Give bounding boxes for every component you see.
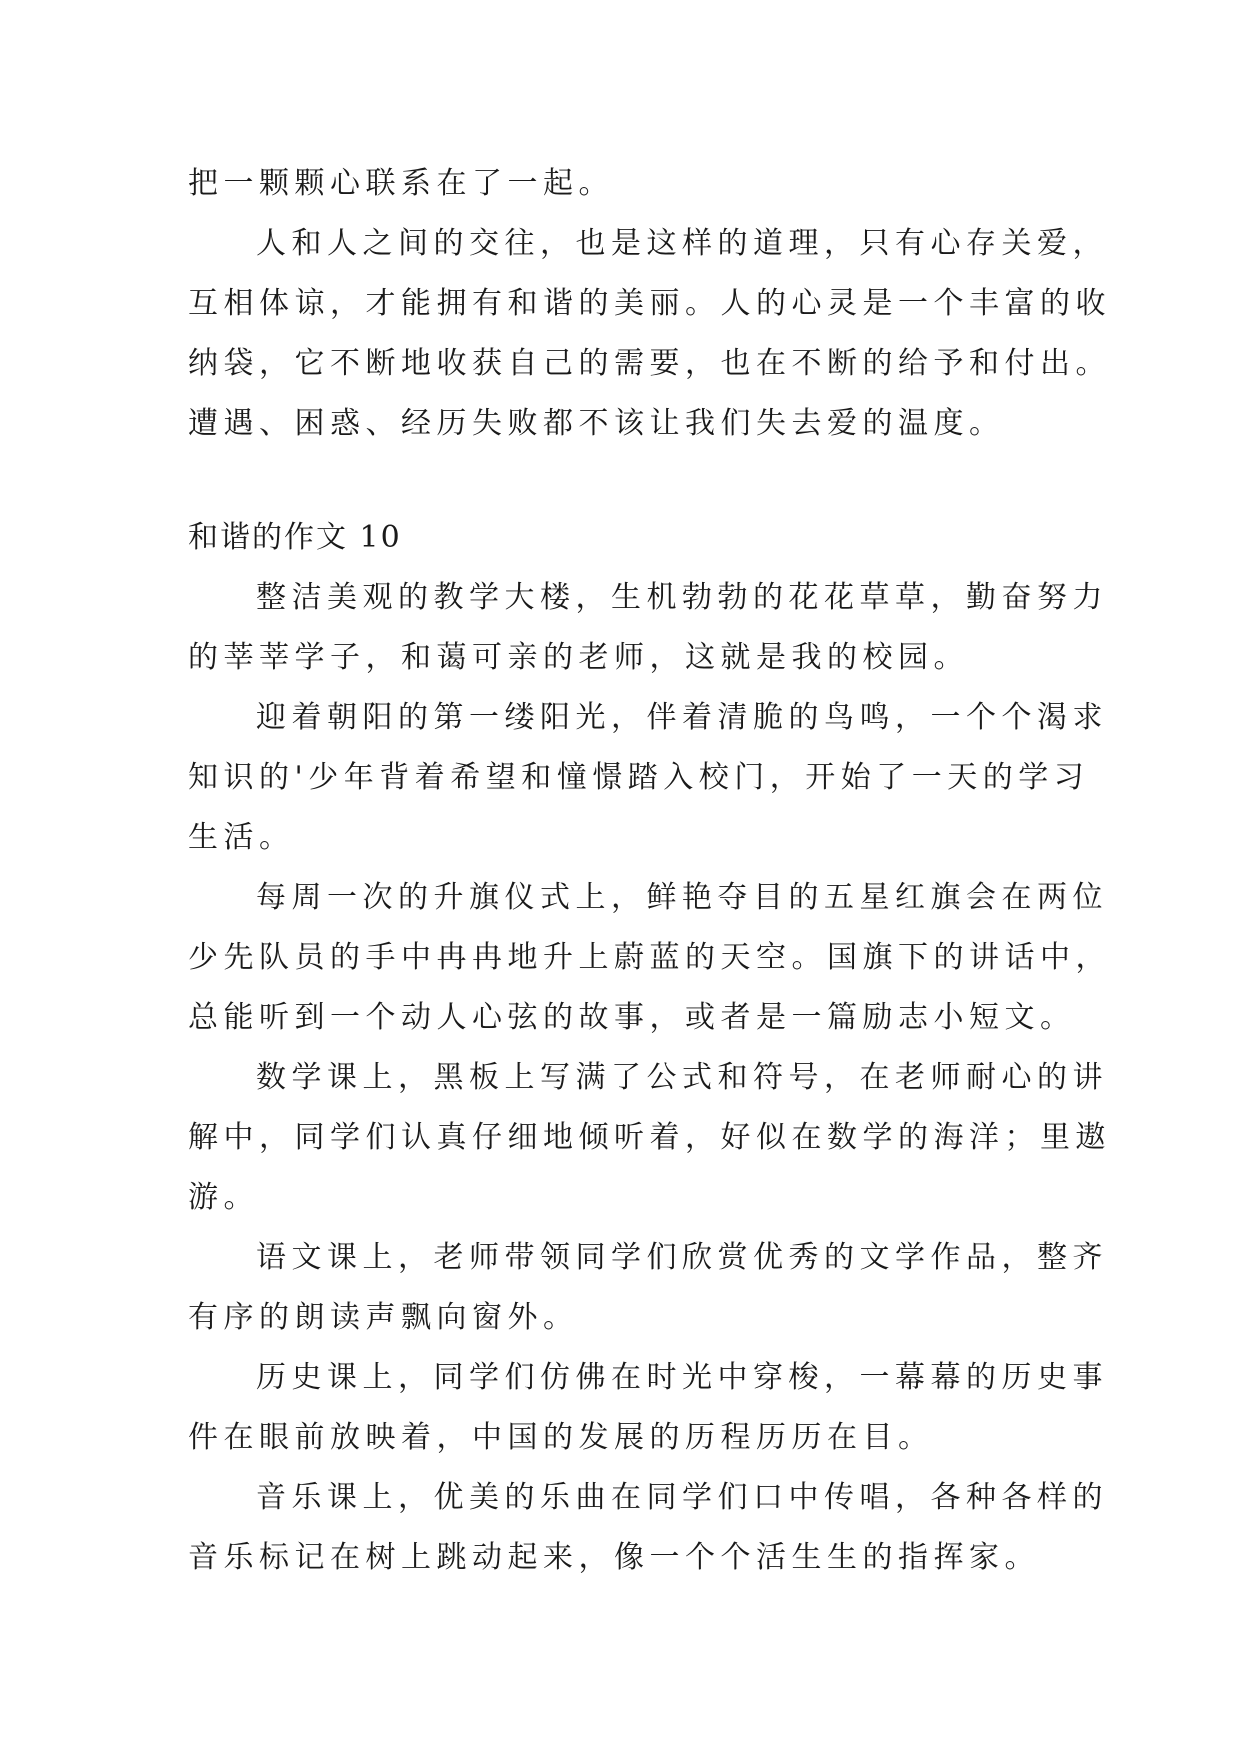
text-line: 有序的朗读声飘向窗外。 bbox=[188, 1300, 579, 1335]
text-line: 的莘莘学子，和蔼可亲的老师，这就是我的校园。 bbox=[188, 640, 969, 675]
text-line: 解中，同学们认真仔细地倾听着，好似在数学的海洋；里遨 bbox=[188, 1120, 1111, 1155]
text-line: 把一颗颗心联系在了一起。 bbox=[188, 166, 614, 201]
text-line: 互相体谅，才能拥有和谐的美丽。人的心灵是一个丰富的收 bbox=[188, 286, 1111, 321]
paragraph-first-line: 语文课上，老师带领同学们欣赏优秀的文学作品，整齐 bbox=[256, 1240, 1108, 1275]
paragraph-first-line: 人和人之间的交往，也是这样的道理，只有心存关爱， bbox=[256, 226, 1108, 261]
text-line: 少先队员的手中冉冉地升上蔚蓝的天空。国旗下的讲话中， bbox=[188, 940, 1111, 975]
section-heading: 和谐的作文 10 bbox=[188, 520, 402, 555]
text-line: 生活。 bbox=[188, 820, 295, 855]
text-line: 件在眼前放映着，中国的发展的历程历历在目。 bbox=[188, 1420, 934, 1455]
text-line: 游。 bbox=[188, 1180, 259, 1215]
paragraph-first-line: 数学课上，黑板上写满了公式和符号，在老师耐心的讲 bbox=[256, 1060, 1108, 1095]
text-line: 知识的'少年背着希望和憧憬踏入校门，开始了一天的学习 bbox=[188, 760, 1090, 795]
text-line: 音乐标记在树上跳动起来，像一个个活生生的指挥家。 bbox=[188, 1540, 1040, 1575]
paragraph-first-line: 整洁美观的教学大楼，生机勃勃的花花草草，勤奋努力 bbox=[256, 580, 1108, 615]
text-line: 总能听到一个动人心弦的故事，或者是一篇励志小短文。 bbox=[188, 1000, 1076, 1035]
text-line: 遭遇、困惑、经历失败都不该让我们失去爱的温度。 bbox=[188, 406, 1005, 441]
paragraph-first-line: 迎着朝阳的第一缕阳光，伴着清脆的鸟鸣，一个个渴求 bbox=[256, 700, 1108, 735]
text-line: 纳袋，它不断地收获自己的需要，也在不断的给予和付出。 bbox=[188, 346, 1111, 381]
paragraph-first-line: 音乐课上，优美的乐曲在同学们口中传唱，各种各样的 bbox=[256, 1480, 1108, 1515]
paragraph-first-line: 每周一次的升旗仪式上，鲜艳夺目的五星红旗会在两位 bbox=[256, 880, 1108, 915]
paragraph-first-line: 历史课上，同学们仿佛在时光中穿梭，一幕幕的历史事 bbox=[256, 1360, 1108, 1395]
